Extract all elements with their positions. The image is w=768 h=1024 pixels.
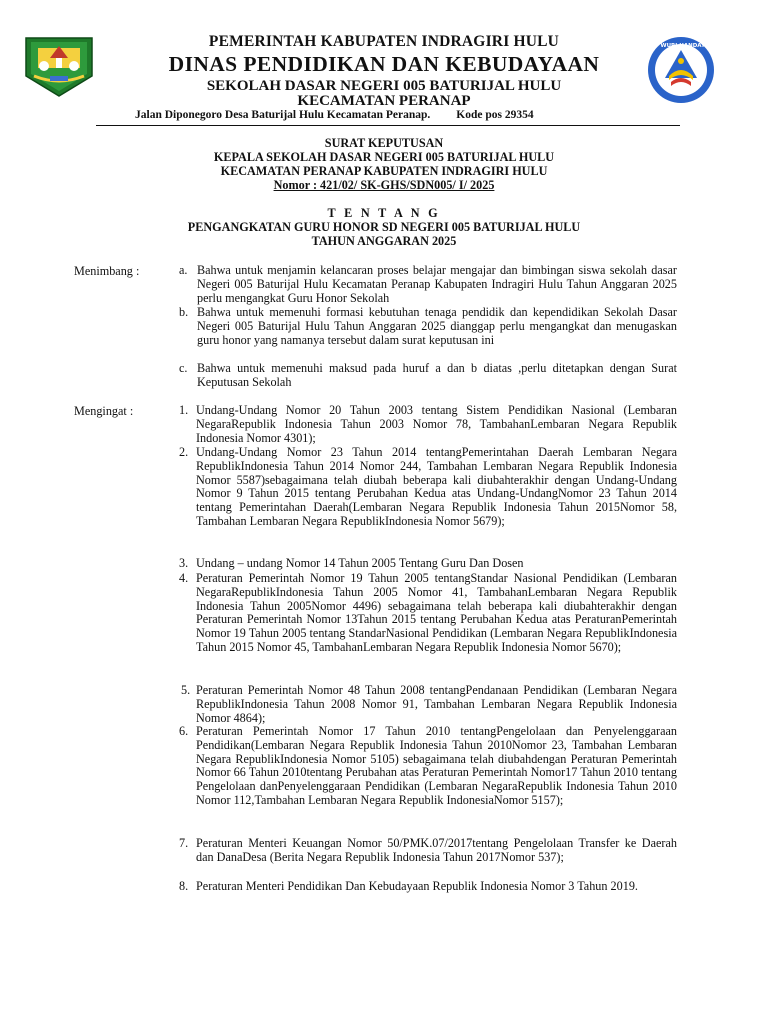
decree-number: Nomor : 421/02/ SK-GHS/SDN005/ I/ 2025 xyxy=(273,178,495,192)
decree-subject: PENGANGKATAN GURU HONOR SD NEGERI 005 BATURIJAL HULU xyxy=(187,220,581,234)
list-item-text: Bahwa untuk memenuhi maksud pada huruf a dan b diatas ,perlu ditetapkan dengan Surat Keputusan Sekolah xyxy=(197,361,677,389)
letterhead-divider xyxy=(96,125,680,126)
list-item-text: Peraturan Pemerintah Nomor 17 Tahun 2010 tentangPengelolaan dan Penyelenggaraan Pendidikan(Lembaran Negara Republik Indonesia Tahun 2010Nomor 23, Tambahan Lembaran Negara RepublikIndonesia Nomor 5105) sebagaimana telah diubahdengan Peraturan Pemerintah Nomor 66 Tahun 2010tentang Perubahan atas Peraturan Pemerintah Nomor17 Tahun 2010 tentang Pengelolaan danPenyelenggaraan Pendidikan (Lembaran NegaraRepublik Indonesia Tahun 2010 Nomor 112,Tambahan Lembaran Negara Republik IndonesiaNomor 5157); xyxy=(196,724,677,807)
list-item-number: 3. xyxy=(179,556,189,570)
list-item-text: Undang-Undang Nomor 20 Tahun 2003 tentang Sistem Pendidikan Nasional (Lembaran NegaraRepublik Indonesia Tahun 2003 Nomor 78, TambahanLembaran Negara Republik Indonesia Nomor 4301); xyxy=(196,403,677,445)
list-item-number: b. xyxy=(179,305,189,319)
list-item-number: 8. xyxy=(179,879,189,893)
list-item-text: Bahwa untuk menjamin kelancaran proses belajar mengajar dan bimbingan siswa sekolah dasar Negeri 005 Baturijal Hulu Kecamatan Peranap Kabupaten Indragiri Hulu Tahun Anggaran 2025 perlu mengangkat Guru Honor Sekolah xyxy=(197,263,677,305)
list-item-text: Peraturan Menteri Pendidikan Dan Kebudayaan Republik Indonesia Nomor 3 Tahun 2019. xyxy=(196,879,638,893)
list-item-number: 4. xyxy=(179,571,189,585)
letterhead-government: PEMERINTAH KABUPATEN INDRAGIRI HULU xyxy=(208,33,560,50)
regency-emblem-logo xyxy=(20,36,98,98)
list-item-number: 5. xyxy=(181,683,191,697)
decree-issuer: KEPALA SEKOLAH DASAR NEGERI 005 BATURIJAL HULU xyxy=(213,150,555,164)
decree-title: SURAT KEPUTUSAN xyxy=(324,136,444,150)
list-item-number: 1. xyxy=(179,403,189,417)
letterhead-school: SEKOLAH DASAR NEGERI 005 BATURIJAL HULU xyxy=(206,78,562,94)
letterhead-address-line xyxy=(135,109,534,121)
list-item-text: Peraturan Pemerintah Nomor 48 Tahun 2008 tentangPendanaan Pendidikan (Lembaran Negara RepublikIndonesia Tahun 2008 Nomor 91, Tambahan Lembaran Negara Republik Indonesia Nomor 4864); xyxy=(196,683,677,725)
list-item-text: Undang – undang Nomor 14 Tahun 2005 Tentang Guru Dan Dosen xyxy=(196,556,524,570)
mengingat-label: Mengingat : xyxy=(74,404,134,418)
decree-issuer-region: KECAMATAN PERANAP KABUPATEN INDRAGIRI HULU xyxy=(220,164,548,178)
letterhead-office: DINAS PENDIDIKAN DAN KEBUDAYAAN xyxy=(168,52,600,76)
decree-fiscal-year: TAHUN ANGGARAN 2025 xyxy=(311,234,457,248)
list-item-number: 2. xyxy=(179,445,189,459)
letterhead-district: KECAMATAN PERANAP xyxy=(297,93,471,109)
list-item-number: 6. xyxy=(179,724,189,738)
logo-motto-text: TUT WURI HANDAYANI xyxy=(647,43,715,49)
list-item-text: Peraturan Menteri Keuangan Nomor 50/PMK.07/2017tentang Pengelolaan Transfer ke Daerah dan DanaDesa (Berita Negara Republik Indonesia Tahun 2017Nomor 537); xyxy=(196,836,677,864)
list-item-number: 7. xyxy=(179,836,189,850)
decree-tentang: T E N T A N G xyxy=(327,206,441,220)
list-item-number: a. xyxy=(179,263,188,277)
list-item-text: Bahwa untuk memenuhi formasi kebutuhan tenaga pendidik dan kependidikan Sekolah Dasar Negeri 005 Baturijal Hulu Tahun Anggaran 2025 dianggap perlu mengangkat dan menugaskan guru honor yang namanya tersebut dalam surat keputusan ini xyxy=(197,305,677,347)
list-item-text: Undang-Undang Nomor 23 Tahun 2014 tentangPemerintahan Daerah Lembaran Negara RepublikIndonesia Tahun 2014 Nomor 244, Tambahan Lembaran Negara Republik Indonesia Nomor 5587)sebagaimana telah diubah beberapa kali diubahterakhir dengan Undang-Undang Nomor 9 Tahun 2015 tentang Perubahan Kedua atas Undang-UndangNomor 23 Tahun 2014 tentang Pemerintahan Daerah(Lembaran Negara Republik Indonesia Tahun 2015Nomor 58, Tambahan Lembaran Negara RepublikIndonesia Nomor 5679); xyxy=(196,445,677,528)
letterhead-address: Jalan Diponegoro Desa Baturijal Hulu Kecamatan Peranap. xyxy=(135,109,431,121)
menimbang-label: Menimbang : xyxy=(74,264,140,278)
letterhead-postal-code: Kode pos 29354 xyxy=(456,109,534,121)
list-item-text: Peraturan Pemerintah Nomor 19 Tahun 2005 tentangStandar Nasional Pendidikan (Lembaran NegaraRepublikIndonesia Tahun 2005 Nomor 41, TambahanLembaran Negara Republik Indonesia Tahun 2005Nomor 4496) sebagaimana telah beberapa kali diubahterakhir dengan Peraturan Pemerintah Nomor 13Tahun 2015 tentang Perubahan Kedua atas PeraturanPemerintah Nomor 19 Tahun 2005 tentang StandarNasional Pendidikan (Lembaran Negara RepublikIndonesia Tahun 2015 Nomor 45, TambahanLembaran Negara Republik Indonesia Nomor 5670); xyxy=(196,571,677,654)
list-item-number: c. xyxy=(179,361,188,375)
